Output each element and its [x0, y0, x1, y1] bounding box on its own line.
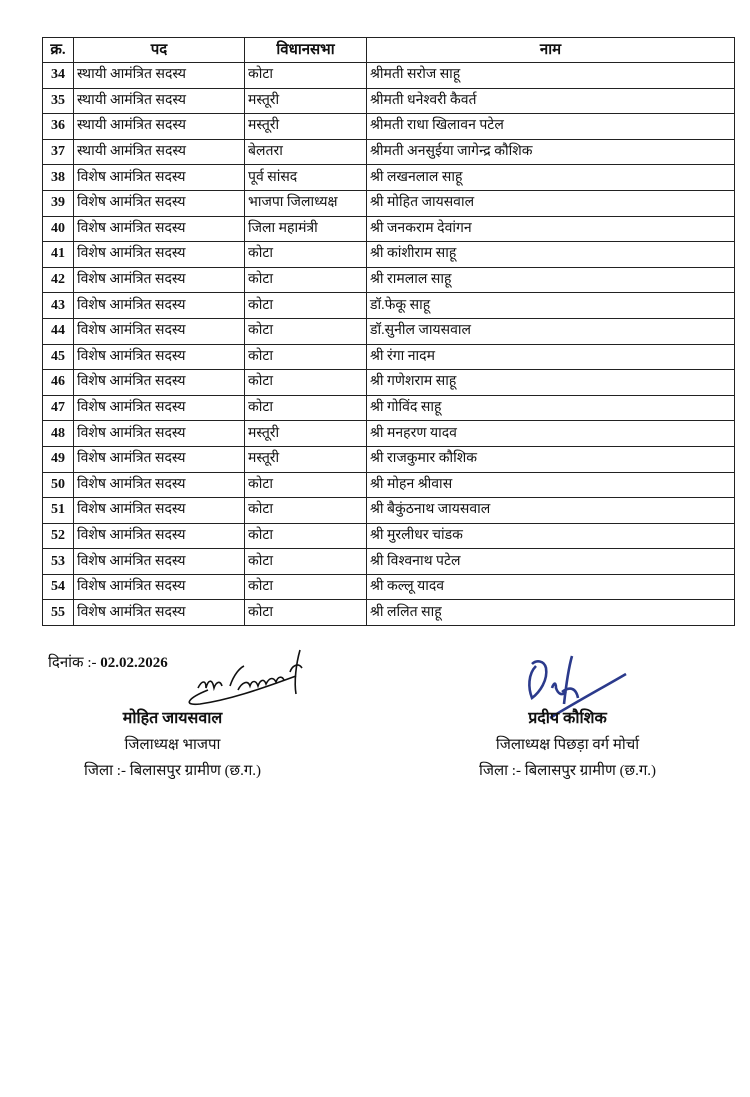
table-row	[43, 574, 735, 600]
table-row	[43, 267, 735, 293]
cell-post: विशेष आमंत्रित सदस्य	[74, 242, 245, 268]
cell-constituency: कोटा	[245, 242, 367, 268]
cell-post: विशेष आमंत्रित सदस्य	[74, 318, 245, 344]
cell-constituency: कोटा	[245, 293, 367, 319]
cell-serial: 51	[43, 498, 74, 524]
table-row	[43, 549, 735, 575]
cell-constituency: कोटा	[245, 370, 367, 396]
signatory-left-district: जिला :- बिलासपुर ग्रामीण (छ.ग.)	[83, 763, 262, 779]
table-row	[43, 395, 735, 421]
cell-serial: 49	[43, 446, 74, 472]
signatory-left-name: मोहित जायसवाल	[122, 710, 223, 727]
cell-name: श्री बैकुंठनाथ जायसवाल	[367, 498, 735, 524]
cell-post: स्थायी आमंत्रित सदस्य	[74, 63, 245, 89]
cell-serial: 42	[43, 267, 74, 293]
cell-post: स्थायी आमंत्रित सदस्य	[74, 139, 245, 165]
cell-post: विशेष आमंत्रित सदस्य	[74, 190, 245, 216]
table-row	[43, 165, 735, 191]
cell-constituency: कोटा	[245, 574, 367, 600]
cell-constituency: कोटा	[245, 549, 367, 575]
cell-serial: 47	[43, 395, 74, 421]
cell-post: स्थायी आमंत्रित सदस्य	[74, 88, 245, 114]
cell-name: श्री रामलाल साहू	[367, 267, 735, 293]
table-row	[43, 139, 735, 165]
cell-serial: 39	[43, 190, 74, 216]
cell-serial: 44	[43, 318, 74, 344]
table-row	[43, 498, 735, 524]
signatory-right	[445, 706, 690, 780]
signatory-left-designation: जिलाध्यक्ष भाजपा	[124, 737, 221, 753]
cell-name: श्री राजकुमार कौशिक	[367, 446, 735, 472]
cell-name: श्रीमती अनसुईया जागेन्द्र कौशिक	[367, 139, 735, 165]
cell-post: विशेष आमंत्रित सदस्य	[74, 446, 245, 472]
cell-serial: 55	[43, 600, 74, 626]
table-row	[43, 523, 735, 549]
cell-serial: 46	[43, 370, 74, 396]
cell-serial: 35	[43, 88, 74, 114]
cell-name: श्री मोहित जायसवाल	[367, 190, 735, 216]
table-row	[43, 472, 735, 498]
date-value: 02.02.2026	[100, 655, 168, 671]
table-row	[43, 88, 735, 114]
cell-constituency: मस्तूरी	[245, 88, 367, 114]
cell-constituency: मस्तूरी	[245, 421, 367, 447]
cell-serial: 41	[43, 242, 74, 268]
cell-serial: 40	[43, 216, 74, 242]
cell-post: विशेष आमंत्रित सदस्य	[74, 549, 245, 575]
header-post: पद	[74, 38, 245, 63]
signatory-right-name: प्रदीप कौशिक	[528, 710, 607, 727]
table-row	[43, 293, 735, 319]
members-table	[42, 37, 735, 626]
signature-left-icon	[178, 646, 318, 708]
cell-name: श्री मोहन श्रीवास	[367, 472, 735, 498]
cell-serial: 50	[43, 472, 74, 498]
cell-post: विशेष आमंत्रित सदस्य	[74, 395, 245, 421]
cell-post: विशेष आमंत्रित सदस्य	[74, 370, 245, 396]
table-row	[43, 344, 735, 370]
cell-constituency: मस्तूरी	[245, 114, 367, 140]
cell-constituency: कोटा	[245, 600, 367, 626]
cell-post: विशेष आमंत्रित सदस्य	[74, 421, 245, 447]
cell-name: श्री कांशीराम साहू	[367, 242, 735, 268]
table-row	[43, 190, 735, 216]
cell-name: श्री जनकराम देवांगन	[367, 216, 735, 242]
table-row	[43, 370, 735, 396]
table-body	[43, 63, 735, 626]
cell-serial: 45	[43, 344, 74, 370]
date-label: दिनांक :-	[48, 655, 97, 671]
table-row	[43, 114, 735, 140]
cell-serial: 36	[43, 114, 74, 140]
signatory-right-district: जिला :- बिलासपुर ग्रामीण (छ.ग.)	[478, 763, 657, 779]
cell-name: श्रीमती धनेश्वरी कैवर्त	[367, 88, 735, 114]
cell-constituency: पूर्व सांसद	[245, 165, 367, 191]
header-constituency: विधानसभा	[245, 38, 367, 63]
cell-constituency: मस्तूरी	[245, 446, 367, 472]
cell-constituency: कोटा	[245, 498, 367, 524]
cell-name: श्री ललित साहू	[367, 600, 735, 626]
cell-post: विशेष आमंत्रित सदस्य	[74, 216, 245, 242]
cell-post: विशेष आमंत्रित सदस्य	[74, 344, 245, 370]
cell-post: विशेष आमंत्रित सदस्य	[74, 498, 245, 524]
cell-constituency: कोटा	[245, 63, 367, 89]
cell-serial: 34	[43, 63, 74, 89]
table-row	[43, 318, 735, 344]
cell-constituency: कोटा	[245, 267, 367, 293]
cell-constituency: कोटा	[245, 395, 367, 421]
cell-constituency: कोटा	[245, 472, 367, 498]
cell-serial: 53	[43, 549, 74, 575]
header-serial: क्र.	[43, 38, 74, 63]
cell-name: श्री कल्लू यादव	[367, 574, 735, 600]
cell-serial: 38	[43, 165, 74, 191]
cell-name: श्री लखनलाल साहू	[367, 165, 735, 191]
cell-constituency: जिला महामंत्री	[245, 216, 367, 242]
signatory-left	[60, 706, 285, 780]
table-row	[43, 421, 735, 447]
cell-constituency: कोटा	[245, 344, 367, 370]
cell-name: श्रीमती राधा खिलावन पटेल	[367, 114, 735, 140]
header-name: नाम	[367, 38, 735, 63]
cell-serial: 43	[43, 293, 74, 319]
cell-constituency: कोटा	[245, 523, 367, 549]
cell-constituency: बेलतरा	[245, 139, 367, 165]
table-row	[43, 63, 735, 89]
cell-post: स्थायी आमंत्रित सदस्य	[74, 114, 245, 140]
cell-name: श्री रंगा नादम	[367, 344, 735, 370]
cell-post: विशेष आमंत्रित सदस्य	[74, 574, 245, 600]
table-row	[43, 242, 735, 268]
cell-name: डॉ.सुनील जायसवाल	[367, 318, 735, 344]
cell-constituency: भाजपा जिलाध्यक्ष	[245, 190, 367, 216]
table-header-row	[43, 38, 735, 63]
cell-post: विशेष आमंत्रित सदस्य	[74, 165, 245, 191]
cell-post: विशेष आमंत्रित सदस्य	[74, 600, 245, 626]
cell-name: श्री गणेशराम साहू	[367, 370, 735, 396]
date-line	[48, 652, 168, 672]
cell-serial: 48	[43, 421, 74, 447]
cell-post: विशेष आमंत्रित सदस्य	[74, 293, 245, 319]
cell-name: श्री मनहरण यादव	[367, 421, 735, 447]
cell-post: विशेष आमंत्रित सदस्य	[74, 523, 245, 549]
cell-constituency: कोटा	[245, 318, 367, 344]
cell-post: विशेष आमंत्रित सदस्य	[74, 472, 245, 498]
cell-serial: 52	[43, 523, 74, 549]
cell-name: श्री मुरलीधर चांडक	[367, 523, 735, 549]
table-row	[43, 446, 735, 472]
cell-serial: 37	[43, 139, 74, 165]
signatory-right-designation: जिलाध्यक्ष पिछड़ा वर्ग मोर्चा	[495, 737, 640, 753]
cell-name: श्री विश्वनाथ पटेल	[367, 549, 735, 575]
cell-serial: 54	[43, 574, 74, 600]
table-row	[43, 600, 735, 626]
cell-name: श्री गोविंद साहू	[367, 395, 735, 421]
cell-name: डॉ.फेकू साहू	[367, 293, 735, 319]
cell-post: विशेष आमंत्रित सदस्य	[74, 267, 245, 293]
cell-name: श्रीमती सरोज साहू	[367, 63, 735, 89]
table-row	[43, 216, 735, 242]
